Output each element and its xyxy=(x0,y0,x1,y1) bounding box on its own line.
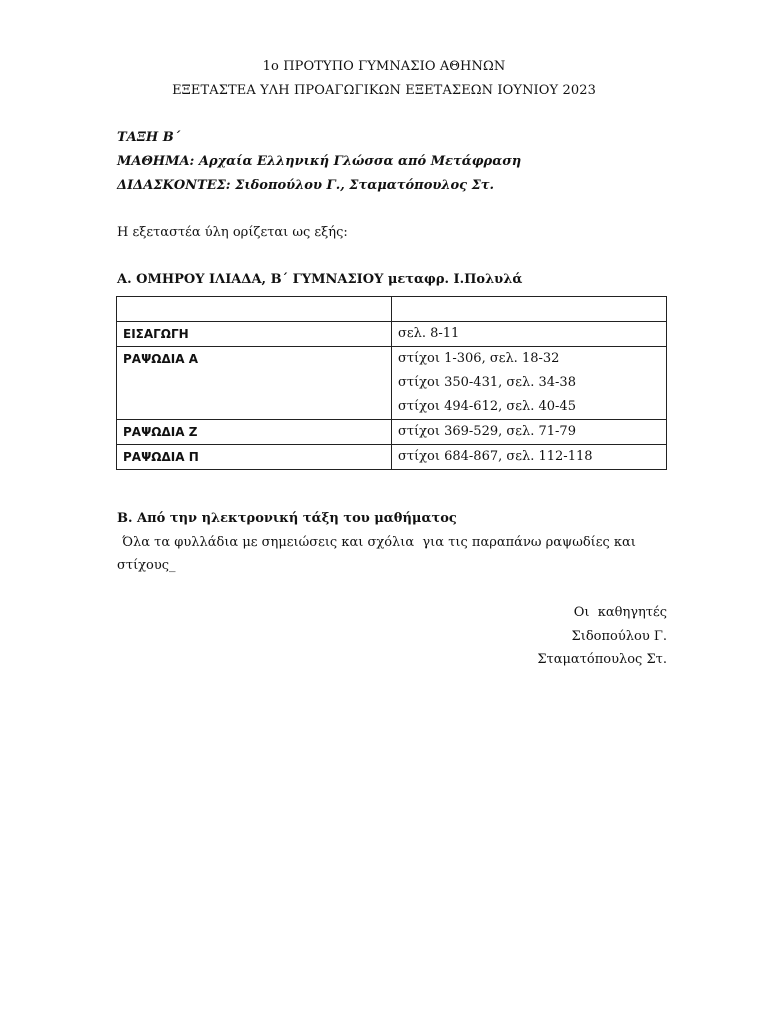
section-a-heading: Α. ΟΜΗΡΟΥ ΙΛΙΑΔΑ, Β΄ ΓΥΜΝΑΣΙΟΥ μεταφρ. Ι.Πολυλά xyxy=(117,272,523,287)
table-row xyxy=(117,322,667,347)
table-cell xyxy=(117,297,392,322)
refs-cell xyxy=(392,420,667,445)
signature-name: Σταματόπουλος Στ. xyxy=(537,652,667,667)
table-row xyxy=(117,347,667,420)
table-header-row xyxy=(117,297,667,322)
ref-line: σελ. 8-11 xyxy=(398,326,460,341)
topic-cell: ΡΑΨΩΔΙΑ Ζ xyxy=(117,420,392,445)
intro-text: Η εξεταστέα ύλη ορίζεται ως εξής: xyxy=(117,225,348,240)
document-title: ΕΞΕΤΑΣΤΕΑ ΥΛΗ ΠΡΟΑΓΩΓΙΚΩΝ ΕΞΕΤΑΣΕΩΝ ΙΟΥΝΙΟΥ 2023 xyxy=(172,83,596,98)
ref-line: στίχοι 350-431, σελ. 34-38 xyxy=(398,375,576,390)
section-b-text-line: στίχους_ xyxy=(117,558,176,573)
refs-cell xyxy=(392,347,667,420)
teachers-label: ΔΙΔΑΣΚΟΝΤΕΣ: Σιδοπούλου Γ., Σταματόπουλος Στ. xyxy=(117,178,495,193)
table-row xyxy=(117,420,667,445)
syllabus-table xyxy=(116,296,667,470)
ref-line: στίχοι 684-867, σελ. 112-118 xyxy=(398,449,593,464)
refs-cell xyxy=(392,445,667,470)
ref-line: στίχοι 1-306, σελ. 18-32 xyxy=(398,351,560,366)
table-row xyxy=(117,445,667,470)
ref-line: στίχοι 494-612, σελ. 40-45 xyxy=(398,399,576,414)
section-b-heading: Β. Από την ηλεκτρονική τάξη του μαθήματος xyxy=(117,511,457,526)
topic-cell: ΕΙΣΑΓΩΓΗ xyxy=(117,322,392,347)
refs-cell xyxy=(392,322,667,347)
signature-name: Σιδοπούλου Γ. xyxy=(571,629,667,644)
school-name: 1ο ΠΡΟΤΥΠΟ ΓΥΜΝΑΣΙΟ ΑΘΗΝΩΝ xyxy=(262,59,506,74)
class-label: ΤΑΞΗ Β΄ xyxy=(117,130,181,145)
signature-title: Οι καθηγητές xyxy=(573,605,667,620)
table-cell xyxy=(392,297,667,322)
topic-cell: ΡΑΨΩΔΙΑ Π xyxy=(117,445,392,470)
topic-cell: ΡΑΨΩΔΙΑ Α xyxy=(117,347,392,420)
ref-line: στίχοι 369-529, σελ. 71-79 xyxy=(398,424,576,439)
section-b-text-line: Όλα τα φυλλάδια με σημειώσεις και σχόλια για τις παραπάνω ραψωδίες και xyxy=(118,535,636,550)
subject-label: ΜΑΘΗΜΑ: Αρχαία Ελληνική Γλώσσα από Μετάφραση xyxy=(117,154,522,169)
